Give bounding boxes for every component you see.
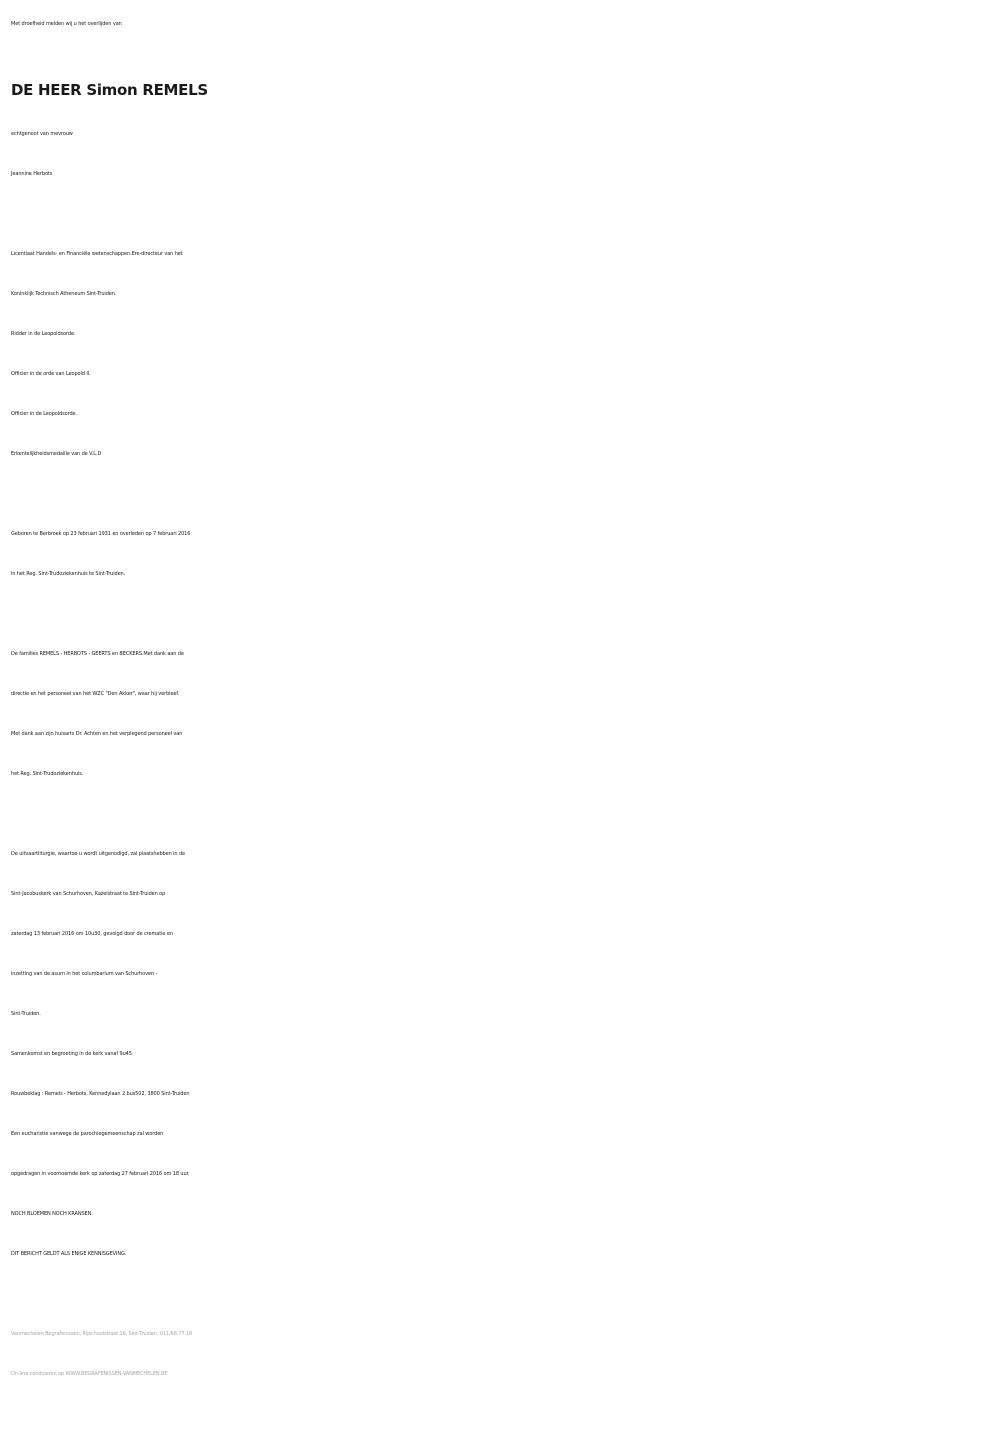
title-line: Licentiaat Handels- en Financiële wetenschappen.Ere-directeur van het <box>11 251 183 257</box>
condolence-website: On-line condoleren op WWW.BEGRAFENISSEN-VANMECHELEN.BE <box>11 1371 168 1377</box>
families-line: het Reg. Sint-Trudoziekenhuis. <box>11 771 84 777</box>
deceased-name: DE HEER Simon REMELS <box>11 81 208 99</box>
funeral-line: De uitvaartliturgie, waartoe u wordt uitgenodigd, zal plaatshebben in de <box>11 851 186 857</box>
spouse-line: echtgenoot van mevrouw <box>11 131 73 137</box>
spacer <box>11 1274 1000 1314</box>
funeral-line: inzetting van de asurn in het columbarium van Schurhoven - <box>11 971 158 977</box>
spouse-name: Jeannine Herbots <box>11 171 53 177</box>
funeral-line: Samenkomst en begroeting in de kerk vanaf 9u45. <box>11 1051 134 1057</box>
spacer <box>11 194 1000 234</box>
spacer <box>11 794 1000 834</box>
birth-death-line: in het Reg. Sint-Trudoziekenhuis te Sint-Truiden. <box>11 571 126 577</box>
funeral-line: opgedragen in voornoemde kerk op zaterdag 27 februari 2016 om 18 uur. <box>11 1171 190 1177</box>
title-line: Officier in de Leopoldsorde. <box>11 411 77 417</box>
families-line: Met dank aan zijn huisarts Dr. Achten en het verplegend personeel van <box>11 731 183 737</box>
funeral-block <box>11 834 1000 1274</box>
funeral-line: Rouwbeklag : Remels - Herbots, Kennedylaan 2 bus502, 3800 Sint-Truiden <box>11 1091 190 1097</box>
families-line: De families REMELS - HERBOTS - GEERTS en BECKERS.Met dank aan de <box>11 651 184 657</box>
spouse-block <box>11 114 1000 194</box>
funeral-home-address: Vanmechelen Begrafenissen, Rijschoolstraat 16, Sint-Truiden, 011/68.77.18 <box>11 1331 193 1337</box>
spacer <box>11 594 1000 634</box>
spacer <box>11 474 1000 514</box>
title-line: Koninklijk Technisch Atheneum Sint-Truiden. <box>11 291 117 297</box>
title-line: Erkentelijkheidsmedaille van de V.L.D <box>11 451 102 457</box>
intro-text: Met droefheid melden wij u het overlijden van <box>11 21 122 27</box>
title-line: Ridder in de Leopoldsorde. <box>11 331 76 337</box>
title-line: Officier in de orde van Leopold II. <box>11 371 91 377</box>
families-line: directie en het personeel van het WZC "Den Akker", waar hij verbleef. <box>11 691 180 697</box>
funeral-line: Sint-Truiden. <box>11 1011 41 1017</box>
funeral-line: DIT BERICHT GELDT ALS ENIGE KENNISGEVING. <box>11 1251 127 1257</box>
funeral-line: zaterdag 13 februari 2016 om 10u30, gevolgd door de crematie en <box>11 931 173 937</box>
funeral-line: NOCH BLOEMEN NOCH KRANSEN. <box>11 1211 93 1217</box>
birth-death-block <box>11 514 1000 594</box>
titles-block <box>11 234 1000 474</box>
funeral-home-footer <box>11 1314 1000 1394</box>
families-block <box>11 634 1000 794</box>
birth-death-line: Geboren te Berbroek op 23 februari 1931 en overleden op 7 februari 2016 <box>11 531 191 537</box>
funeral-line: Een eucharistie vanwege de parochiegemeenschap zal worden <box>11 1131 164 1137</box>
funeral-line: Sint-Jacobuskerk van Schurhoven, Kazelstraat te Sint-Truiden op <box>11 891 166 897</box>
